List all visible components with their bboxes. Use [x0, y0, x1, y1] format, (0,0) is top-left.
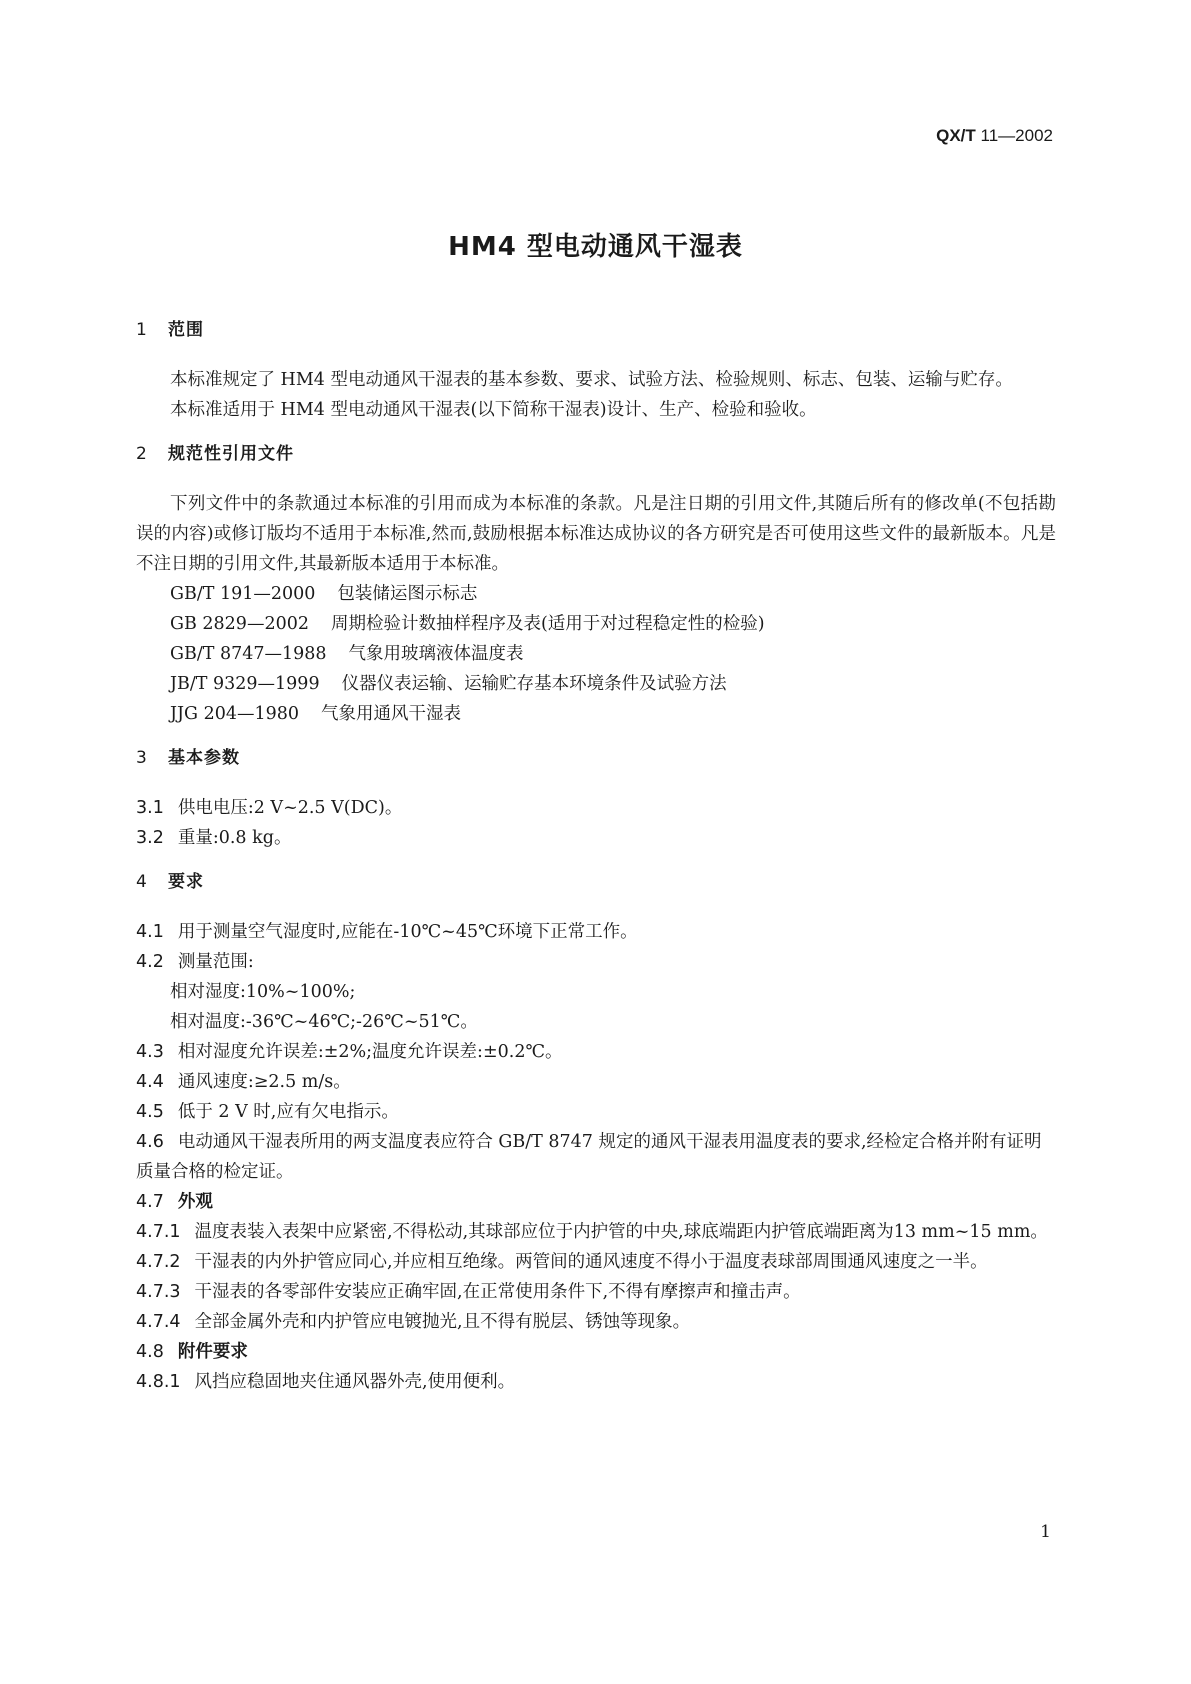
paragraph: 下列文件中的条款通过本标准的引用而成为本标准的条款。凡是注日期的引用文件,其随后所有的修改单(不包括勘误的内容)或修订版均不适用于本标准,然而,鼓励根据本标准达成协议的各方研究是否可使用这些文件的最新版本。凡是不注日期的引用文件,其最新版本适用于本标准。 [136, 494, 1056, 574]
document-title: HM4 型电动通风干湿表 [448, 232, 743, 262]
reference-item: GB/T 8747—1988 气象用玻璃液体温度表 [170, 644, 524, 664]
paragraph: 本标准适用于 HM4 型电动通风干湿表(以下简称干湿表)设计、生产、检验和验收。 [170, 400, 817, 420]
clause: 3.1 供电电压:2 V~2.5 V(DC)。 [136, 798, 403, 818]
section-heading-normative-references: 2 规范性引用文件 [136, 444, 294, 464]
page-number: 1 [1040, 1522, 1051, 1542]
standard-number: QX/T 11—2002 [936, 126, 1053, 145]
clause: 4.5 低于 2 V 时,应有欠电指示。 [136, 1102, 399, 1122]
clause: 4.6 电动通风干湿表所用的两支温度表应符合 GB/T 8747 规定的通风干湿表用温度表的要求,经检定合格并附有证明质量合格的检定证。 [136, 1132, 1042, 1182]
subsection-heading-appearance: 4.7 外观 [136, 1192, 213, 1212]
clause: 4.4 通风速度:≥2.5 m/s。 [136, 1072, 351, 1092]
subsection-heading-accessories: 4.8 附件要求 [136, 1342, 248, 1362]
section-heading-basic-parameters: 3 基本参数 [136, 748, 240, 768]
clause-line: 相对湿度:10%~100%; [170, 982, 356, 1002]
clause: 4.2 测量范围: [136, 952, 254, 972]
reference-item: JB/T 9329—1999 仪器仪表运输、运输贮存基本环境条件及试验方法 [170, 674, 727, 694]
clause: 4.7.4 全部金属外壳和内护管应电镀抛光,且不得有脱层、锈蚀等现象。 [136, 1312, 691, 1332]
clause: 4.8.1 风挡应稳固地夹住通风器外壳,使用便利。 [136, 1372, 516, 1392]
section-heading-scope: 1 范围 [136, 320, 204, 340]
clause: 4.1 用于测量空气湿度时,应能在-10℃~45℃环境下正常工作。 [136, 922, 638, 942]
clause: 4.7.3 干湿表的各零部件安装应正确牢固,在正常使用条件下,不得有摩擦声和撞击声。 [136, 1282, 801, 1302]
clause-line: 相对温度:-36℃~46℃;-26℃~51℃。 [170, 1012, 478, 1032]
section-heading-requirements: 4 要求 [136, 872, 204, 892]
reference-item: JJG 204—1980 气象用通风干湿表 [170, 704, 462, 724]
clause: 4.7.2 干湿表的内外护管应同心,并应相互绝缘。两管间的通风速度不得小于温度表球部周围通风速度之一半。 [136, 1252, 988, 1272]
document-body [136, 315, 1056, 1397]
reference-item: GB 2829—2002 周期检验计数抽样程序及表(适用于对过程稳定性的检验) [170, 614, 765, 634]
clause: 4.3 相对湿度允许误差:±2%;温度允许误差:±0.2℃。 [136, 1042, 563, 1062]
paragraph: 本标准规定了 HM4 型电动通风干湿表的基本参数、要求、试验方法、检验规则、标志、包装、运输与贮存。 [170, 370, 1013, 390]
clause: 4.7.1 温度表装入表架中应紧密,不得松动,其球部应位于内护管的中央,球底端距内护管底端距离为13 mm~15 mm。 [136, 1222, 1048, 1242]
clause: 3.2 重量:0.8 kg。 [136, 828, 292, 848]
reference-item: GB/T 191—2000 包装储运图示标志 [170, 584, 478, 604]
